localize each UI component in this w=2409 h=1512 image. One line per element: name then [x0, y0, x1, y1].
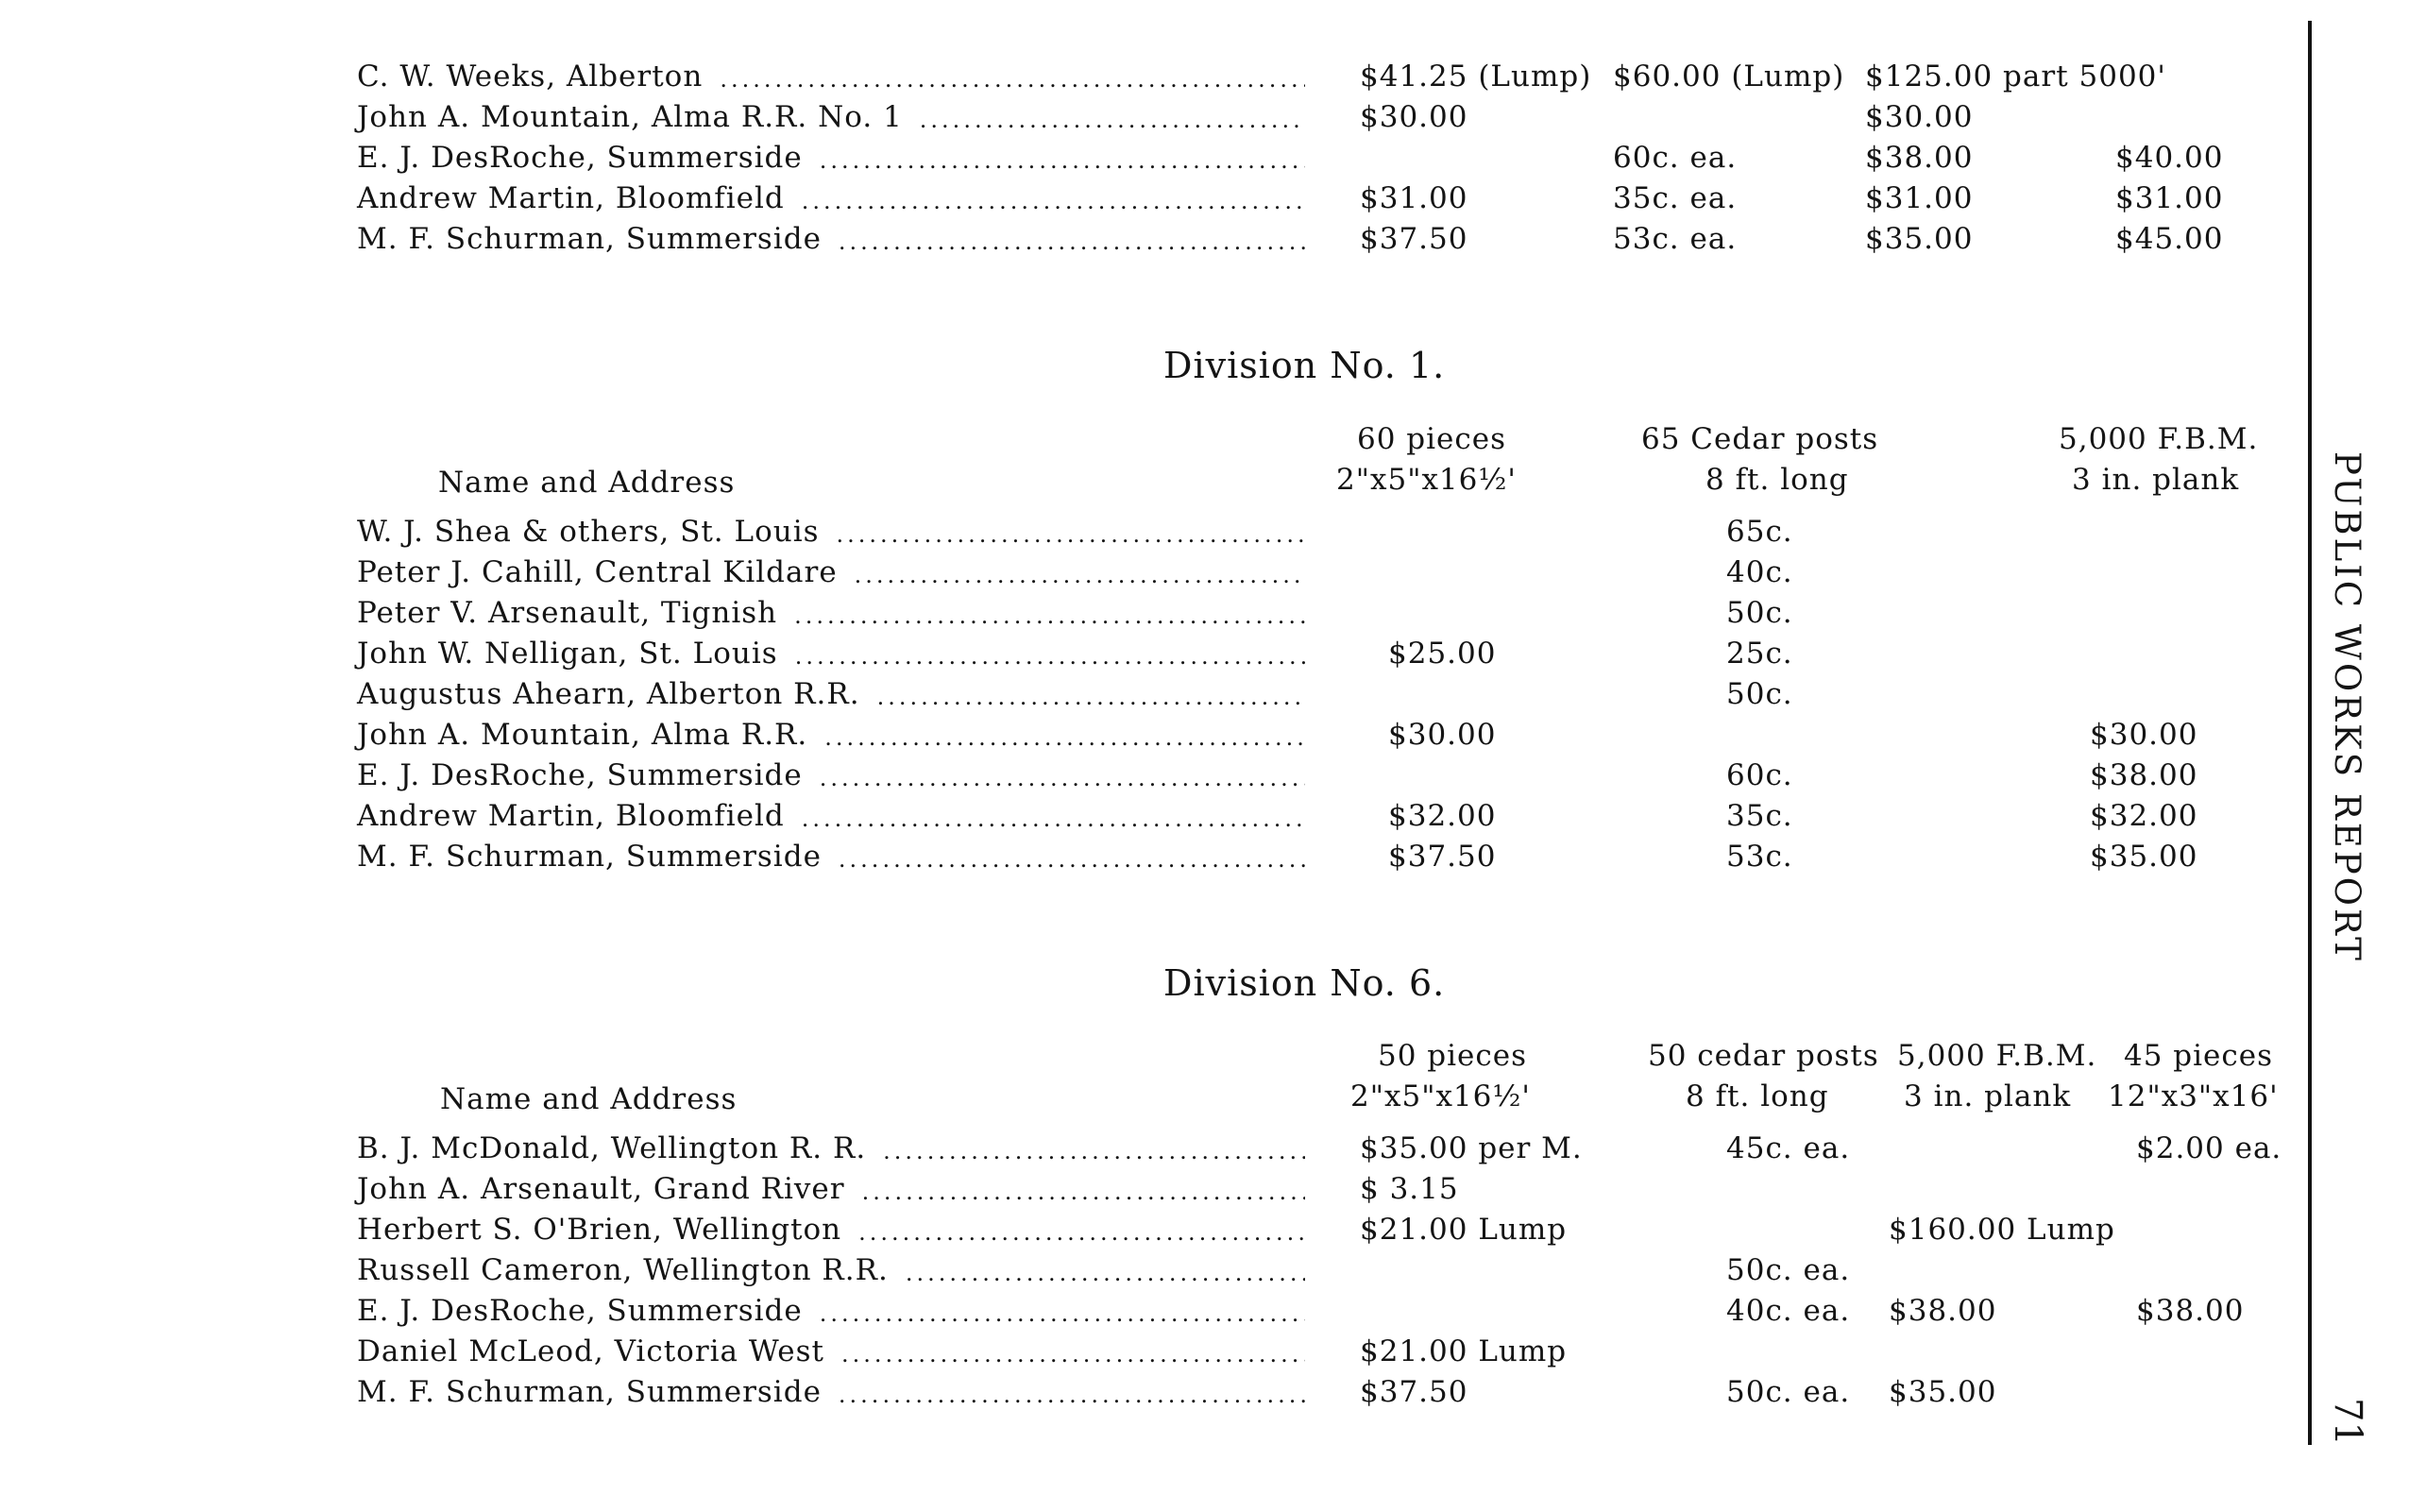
bid-value: $32.00: [1388, 799, 1497, 833]
entrant-name: M. F. Schurman, Summerside: [357, 840, 822, 874]
bid-value: $37.50: [1388, 840, 1497, 874]
bid-value: 53c.: [1726, 840, 1793, 874]
bid-value: $ 3.15: [1360, 1172, 1459, 1206]
bid-value: $35.00: [1889, 1375, 1997, 1409]
page-number: 71: [2326, 1398, 2369, 1446]
entrant-name: Russell Cameron, Wellington R.R.: [357, 1253, 889, 1287]
entrant-name: John A. Arsenault, Grand River: [357, 1172, 845, 1206]
dot-leader: [883, 1140, 1305, 1163]
bid-value: $2.00 ea.: [2136, 1131, 2282, 1165]
bid-value: 45c. ea.: [1726, 1131, 1851, 1165]
side-rule: [2308, 21, 2312, 1445]
column-header: 3 in. plank: [2072, 463, 2240, 497]
dot-leader: [720, 68, 1305, 91]
column-header: 12"x3"x16': [2108, 1079, 2279, 1113]
dot-leader: [837, 523, 1305, 546]
bid-value: $41.25 (Lump): [1360, 59, 1592, 93]
bid-value: $40.00: [2115, 141, 2224, 175]
entrant-name: John A. Mountain, Alma R.R.: [357, 718, 808, 752]
column-header: 3 in. plank: [1904, 1079, 2072, 1113]
entrant-name: Augustus Ahearn, Alberton R.R.: [357, 677, 860, 711]
bid-value: $35.00: [1865, 222, 1974, 256]
bid-value: 40c.: [1726, 555, 1793, 589]
bid-value: $30.00: [1360, 100, 1468, 134]
bid-value: 35c. ea.: [1613, 181, 1738, 215]
entrant-name: John A. Mountain, Alma R.R. No. 1: [357, 100, 903, 134]
column-header: 2"x5"x16½': [1350, 1079, 1531, 1113]
bid-value: $125.00 part 5000': [1865, 59, 2166, 93]
bid-value: $31.00: [1865, 181, 1974, 215]
bid-value: $25.00: [1388, 637, 1497, 671]
bid-value: 60c.: [1726, 758, 1793, 792]
dot-leader: [862, 1181, 1305, 1203]
bid-value: $35.00: [2090, 840, 2198, 874]
dot-leader: [795, 645, 1305, 668]
column-header: 8 ft. long: [1705, 463, 1849, 497]
entrant-name: E. J. DesRoche, Summerside: [357, 758, 803, 792]
bid-value: 50c.: [1726, 677, 1793, 711]
dot-leader: [877, 686, 1305, 708]
bid-value: $160.00 Lump: [1889, 1213, 2115, 1247]
bid-value: $21.00 Lump: [1360, 1334, 1568, 1368]
dot-leader: [920, 109, 1305, 131]
bid-value: $21.00 Lump: [1360, 1213, 1568, 1247]
bid-value: 50c. ea.: [1726, 1253, 1851, 1287]
entrant-name: John W. Nelligan, St. Louis: [357, 637, 778, 671]
bid-value: $38.00: [2136, 1294, 2245, 1328]
dot-leader: [820, 149, 1305, 172]
column-header: 5,000 F.B.M.: [2059, 422, 2259, 456]
dot-leader: [906, 1262, 1305, 1284]
bid-value: $38.00: [1865, 141, 1974, 175]
entrant-name: Daniel McLeod, Victoria West: [357, 1334, 824, 1368]
bid-value: $38.00: [2090, 758, 2198, 792]
bid-value: 60c. ea.: [1613, 141, 1738, 175]
dot-leader: [841, 1343, 1305, 1366]
entrant-name: Herbert S. O'Brien, Wellington: [357, 1213, 842, 1247]
column-header-name: Name and Address: [438, 466, 736, 500]
column-header: 65 Cedar posts: [1641, 422, 1879, 456]
entrant-name: M. F. Schurman, Summerside: [357, 1375, 822, 1409]
column-header: 5,000 F.B.M.: [1897, 1039, 2097, 1073]
dot-leader: [839, 230, 1305, 253]
bid-value: $35.00 per M.: [1360, 1131, 1583, 1165]
column-header: 50 cedar posts: [1648, 1039, 1879, 1073]
division-title: Division No. 1.: [1163, 345, 1446, 386]
entrant-name: C. W. Weeks, Alberton: [357, 59, 704, 93]
dot-leader: [839, 848, 1305, 871]
column-header: 50 pieces: [1378, 1039, 1528, 1073]
bid-value: 25c.: [1726, 637, 1793, 671]
bid-value: $31.00: [1360, 181, 1468, 215]
bid-value: $45.00: [2115, 222, 2224, 256]
bid-value: 53c. ea.: [1613, 222, 1738, 256]
bid-value: $60.00 (Lump): [1613, 59, 1845, 93]
bid-value: 50c.: [1726, 596, 1793, 630]
bid-value: $38.00: [1889, 1294, 1997, 1328]
dot-leader: [858, 1221, 1305, 1244]
dot-leader: [802, 807, 1305, 830]
entrant-name: Andrew Martin, Bloomfield: [357, 799, 785, 833]
entrant-name: Peter V. Arsenault, Tignish: [357, 596, 778, 630]
column-header: 45 pieces: [2124, 1039, 2274, 1073]
bid-value: $37.50: [1360, 222, 1468, 256]
column-header: 2"x5"x16½': [1336, 463, 1517, 497]
dot-leader: [802, 190, 1305, 212]
dot-leader: [839, 1384, 1305, 1406]
dot-leader: [820, 1302, 1305, 1325]
dot-leader: [794, 604, 1305, 627]
entrant-name: Andrew Martin, Bloomfield: [357, 181, 785, 215]
bid-value: 50c. ea.: [1726, 1375, 1851, 1409]
entrant-name: E. J. DesRoche, Summerside: [357, 141, 803, 175]
bid-value: 40c. ea.: [1726, 1294, 1851, 1328]
bid-value: $30.00: [1865, 100, 1974, 134]
division-title: Division No. 6.: [1163, 962, 1446, 1004]
bid-value: $30.00: [2090, 718, 2198, 752]
bid-value: $30.00: [1388, 718, 1497, 752]
entrant-name: Peter J. Cahill, Central Kildare: [357, 555, 838, 589]
column-header-name: Name and Address: [440, 1082, 738, 1116]
entrant-name: B. J. McDonald, Wellington R. R.: [357, 1131, 867, 1165]
dot-leader: [824, 726, 1305, 749]
bid-value: $32.00: [2090, 799, 2198, 833]
entrant-name: M. F. Schurman, Summerside: [357, 222, 822, 256]
bid-value: 65c.: [1726, 515, 1793, 549]
bid-value: $31.00: [2115, 181, 2224, 215]
dot-leader: [820, 767, 1305, 790]
entrant-name: E. J. DesRoche, Summerside: [357, 1294, 803, 1328]
bid-value: $37.50: [1360, 1375, 1468, 1409]
column-header: 8 ft. long: [1686, 1079, 1829, 1113]
column-header: 60 pieces: [1357, 422, 1507, 456]
side-title: PUBLIC WORKS REPORT: [2327, 451, 2367, 963]
bid-value: 35c.: [1726, 799, 1793, 833]
entrant-name: W. J. Shea & others, St. Louis: [357, 515, 820, 549]
dot-leader: [855, 564, 1305, 586]
